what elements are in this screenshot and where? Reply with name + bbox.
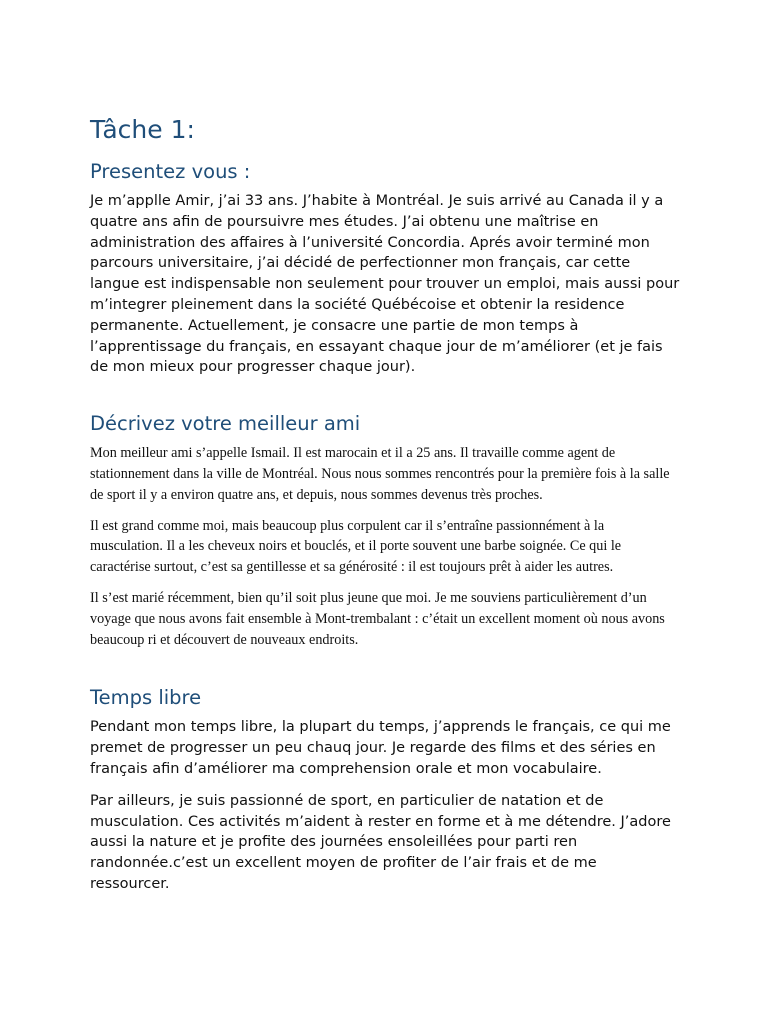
section-heading-temps-libre: Temps libre <box>90 686 202 710</box>
section-presentation <box>90 158 680 378</box>
section-free-time <box>90 684 680 894</box>
paragraph: Je m’applle Amir, j’ai 33 ans. J’habite à Montréal. Je suis arrivé au Canada il y a quatre ans afin de poursuivre mes études. J’ai obtenu une maîtrise en administration des affaires à l’université Concordia. Aprés avoir terminé mon parcours universitaire, j’ai décidé de perfectionner mon français, car cette langue est indispensable non seulement pour trouver un emploi, mais aussi pour m’integrer pleinement dans la société Québécoise et obtenir la residence permanente. Actuellement, je consacre une partie de mon temps à l’apprentissage du français, en essayant chaque jour de m’améliorer (et je fais de mon mieux pour progresser chaque jour). <box>90 193 680 376</box>
section-heading-presentez-vous: Presentez vous : <box>90 160 251 183</box>
section-best-friend <box>90 410 680 650</box>
paragraph: Il s’est marié récemment, bien qu’il soit plus jeune que moi. Je me souviens particulièrement d’un voyage que nous avons fait ensemble à Mont-trembalant : c’était un excellent moment où nous avons beaucoup ri et découvert de nouveaux endroits. <box>90 589 665 648</box>
paragraph: Par ailleurs, je suis passionné de sport, en particulier de natation et de musculation. Ces activités m’aident à rester en forme et à me détendre. J’adore aussi la nature et je profite des journées ensoleillées pour parti ren randonnée.c’est un excellent moyen de profiter de l’air frais et de me ressourcer. <box>90 792 671 892</box>
paragraph: Il est grand comme moi, mais beaucoup plus corpulent car il s’entraîne passionnément à la musculation. Il a les cheveux noirs et bouclés, et il porte souvent une barbe soignée. Ce qui le caractérise surtout, c’est sa gentillesse et sa générosité : il est toujours prêt à aider les autres. <box>90 517 622 576</box>
document-content <box>90 112 680 906</box>
page-title: Tâche 1: <box>90 115 195 144</box>
paragraph: Pendant mon temps libre, la plupart du temps, j’apprends le français, ce qui me premet de progresser un peu chauq jour. Je regarde des films et des séries en français afin d’améliorer ma comprehension orale et mon vocabulaire. <box>90 719 671 777</box>
section-heading-meilleur-ami: Décrivez votre meilleur ami <box>90 412 361 436</box>
paragraph: Mon meilleur ami s’appelle Ismail. Il est marocain et il a 25 ans. Il travaille comme agent de stationnement dans la ville de Montréal. Nous nous sommes rencontrés pour la première fois à la salle de sport il y a environ quatre ans, et depuis, nous sommes devenus très proches. <box>90 445 670 503</box>
